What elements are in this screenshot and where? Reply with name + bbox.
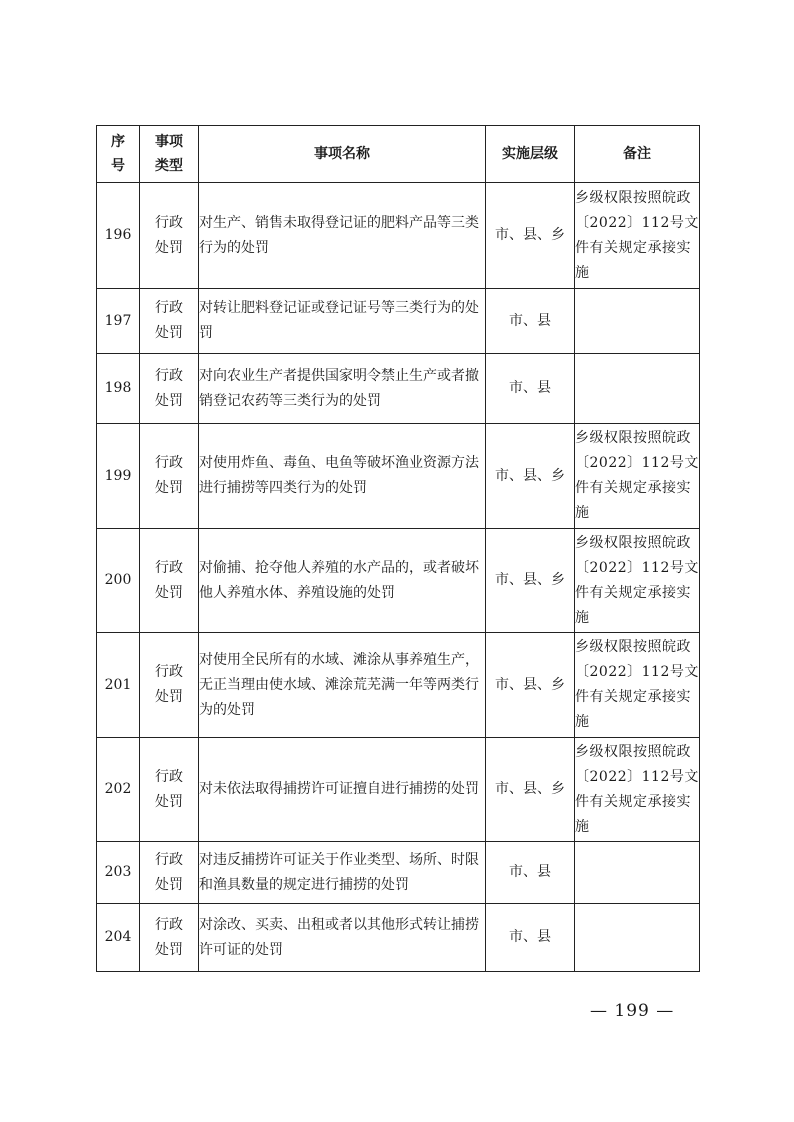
row-type: 行政处罚: [140, 424, 199, 529]
row-note: 乡级权限按照皖政〔2022〕112号文件有关规定承接实施: [575, 529, 700, 633]
row-type: 行政处罚: [140, 738, 199, 842]
row-name: 对违反捕捞许可证关于作业类型、场所、时限和渔具数量的规定进行捕捞的处罚: [199, 842, 486, 904]
row-level: 市、县、乡: [486, 183, 575, 289]
table-row: [97, 529, 700, 633]
row-level: 市、县: [486, 842, 575, 904]
header-note: 备注: [575, 126, 700, 183]
row-type: 行政处罚: [140, 354, 199, 424]
table-row: [97, 904, 700, 972]
row-level: 市、县: [486, 289, 575, 354]
header-row: [97, 126, 700, 183]
row-number: 202: [97, 738, 140, 842]
row-level: 市、县、乡: [486, 529, 575, 633]
row-type: 行政处罚: [140, 633, 199, 738]
row-name: 对未依法取得捕捞许可证擅自进行捕捞的处罚: [199, 738, 486, 842]
table-body: [97, 183, 700, 972]
row-number: 198: [97, 354, 140, 424]
row-name: 对向农业生产者提供国家明令禁止生产或者撤销登记农药等三类行为的处罚: [199, 354, 486, 424]
table-row: [97, 183, 700, 289]
header-name: 事项名称: [199, 126, 486, 183]
table-row: [97, 424, 700, 529]
row-type: 行政处罚: [140, 842, 199, 904]
row-number: 196: [97, 183, 140, 289]
row-level: 市、县: [486, 904, 575, 972]
row-type: 行政处罚: [140, 529, 199, 633]
row-note: [575, 289, 700, 354]
items-table: [96, 125, 700, 972]
header-no: 序号: [97, 126, 140, 183]
row-note: [575, 354, 700, 424]
table-row: [97, 738, 700, 842]
row-type: 行政处罚: [140, 183, 199, 289]
row-number: 199: [97, 424, 140, 529]
row-type: 行政处罚: [140, 904, 199, 972]
row-name: 对涂改、买卖、出租或者以其他形式转让捕捞许可证的处罚: [199, 904, 486, 972]
table-row: [97, 633, 700, 738]
row-name: 对生产、销售未取得登记证的肥料产品等三类行为的处罚: [199, 183, 486, 289]
row-name: 对使用炸鱼、毒鱼、电鱼等破坏渔业资源方法进行捕捞等四类行为的处罚: [199, 424, 486, 529]
table-row: [97, 289, 700, 354]
row-level: 市、县、乡: [486, 424, 575, 529]
row-note: 乡级权限按照皖政〔2022〕112号文件有关规定承接实施: [575, 424, 700, 529]
table-row: [97, 354, 700, 424]
row-level: 市、县、乡: [486, 738, 575, 842]
row-name: 对偷捕、抢夺他人养殖的水产品的，或者破坏他人养殖水体、养殖设施的处罚: [199, 529, 486, 633]
row-level: 市、县、乡: [486, 633, 575, 738]
page-number: — 199 —: [590, 1001, 675, 1021]
row-type: 行政处罚: [140, 289, 199, 354]
table-row: [97, 842, 700, 904]
row-number: 200: [97, 529, 140, 633]
row-note: [575, 904, 700, 972]
row-number: 197: [97, 289, 140, 354]
row-note: [575, 842, 700, 904]
row-note: 乡级权限按照皖政〔2022〕112号文件有关规定承接实施: [575, 183, 700, 289]
row-note: 乡级权限按照皖政〔2022〕112号文件有关规定承接实施: [575, 738, 700, 842]
row-number: 201: [97, 633, 140, 738]
header-type: 事项类型: [140, 126, 199, 183]
row-note: 乡级权限按照皖政〔2022〕112号文件有关规定承接实施: [575, 633, 700, 738]
header-level: 实施层级: [486, 126, 575, 183]
row-name: 对转让肥料登记证或登记证号等三类行为的处罚: [199, 289, 486, 354]
row-number: 203: [97, 842, 140, 904]
row-number: 204: [97, 904, 140, 972]
row-name: 对使用全民所有的水域、滩涂从事养殖生产，无正当理由使水域、滩涂荒芜满一年等两类行为的处罚: [199, 633, 486, 738]
row-level: 市、县: [486, 354, 575, 424]
